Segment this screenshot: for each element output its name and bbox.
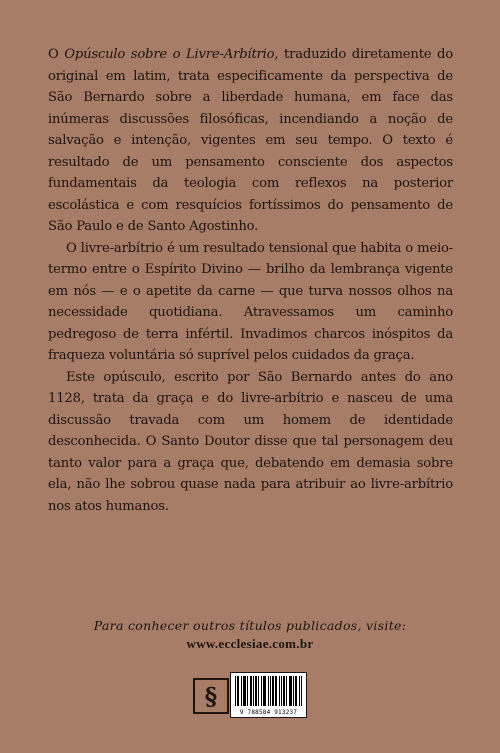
barcode-bar (283, 676, 284, 706)
barcode-bar (289, 676, 290, 706)
barcode-bar (265, 676, 266, 706)
footer-website: www.ecclesiae.com.br (186, 636, 314, 651)
barcode-bar (272, 676, 273, 706)
barcode-bar (243, 676, 244, 706)
barcode-bar (237, 676, 238, 706)
barcode-bar (290, 676, 291, 706)
barcode-bar (286, 676, 287, 706)
isbn-number: 9 788584 913237 (239, 709, 298, 716)
barcode-bar (245, 676, 246, 706)
paragraph-2: O livre-arbítrio é um resultado tensional que habita o meio-termo entre o Espírito Divino — brilho da lembrança vigente em nós — e o apetite da carne — que turva nossos olhos na necessidade quotidiana. Atravessamos um caminho pedregoso de terra infértil. Invadimos charcos inóspitos da fraqueza voluntária só suprível pelos cuidados da graça. (48, 240, 453, 363)
barcode-bar (253, 676, 254, 706)
barcode-bar (299, 676, 300, 706)
barcode-bar (251, 676, 252, 706)
barcode-bar (264, 676, 265, 706)
barcode-bar (235, 676, 236, 706)
barcode-bar (293, 676, 294, 706)
book-title-italic: Opúsculo sobre o Livre-Arbítrio (64, 47, 275, 62)
barcode-bar (244, 676, 245, 706)
isbn-barcode (230, 672, 307, 718)
barcode-bar (261, 676, 262, 706)
synopsis-text (48, 44, 453, 517)
barcode-bar (301, 676, 302, 706)
barcode-bar (296, 676, 297, 706)
barcode-bar (270, 676, 271, 706)
barcode-bar (238, 676, 239, 706)
barcode-bar (250, 676, 251, 706)
barcode-bar (276, 676, 277, 706)
barcode-bar (255, 676, 256, 706)
paragraph-1-body: , traduzido diretamente do original em latim, trata especificamente da perspectiva de São Bernardo sobre a liberdade humana, em face das inúmeras discussões filosóficas, incendiando a noção de salvação e intenção, vigentes em seu tempo. O texto é resultado de um pensamento consciente dos aspectos fundamentais da teologia com reflexos na posterior escolástica e com resquícios fortíssimos do pensamento de São Paulo e de Santo Agostinho. (48, 47, 453, 234)
barcode-bar (256, 676, 257, 706)
barcode-bar (263, 676, 264, 706)
barcode-bars (235, 676, 302, 706)
barcode-bar (284, 676, 285, 706)
barcode-bar (241, 676, 242, 706)
barcode-bar (279, 676, 280, 706)
barcode-bar (268, 676, 269, 706)
barcode-bar (273, 676, 274, 706)
publisher-logo-icon: § (193, 678, 229, 714)
barcode-bar (281, 676, 282, 706)
paragraph-1-lead: O (48, 47, 65, 62)
paragraph-1 (48, 44, 453, 238)
barcode-bar (295, 676, 296, 706)
paragraph-3: Este opúsculo, escrito por São Bernardo antes do ano 1128, trata da graça e do livre-arbítrio e nasceu de uma discussão travada com um homem de identidade desconhecida. O Santo Doutor disse que tal personagem deu tanto valor para a graça que, debatendo em demasia sobre ela, não lhe sobrou quase nada para atribuir ao livre-arbítrio nos atos humanos. (48, 369, 453, 514)
barcode-bar (275, 676, 276, 706)
barcode-bar (291, 676, 292, 706)
barcode-bar (247, 676, 248, 706)
footer-invitation: Para conhecer outros títulos publicados, visite: (93, 618, 407, 633)
barcode-bar (258, 676, 259, 706)
